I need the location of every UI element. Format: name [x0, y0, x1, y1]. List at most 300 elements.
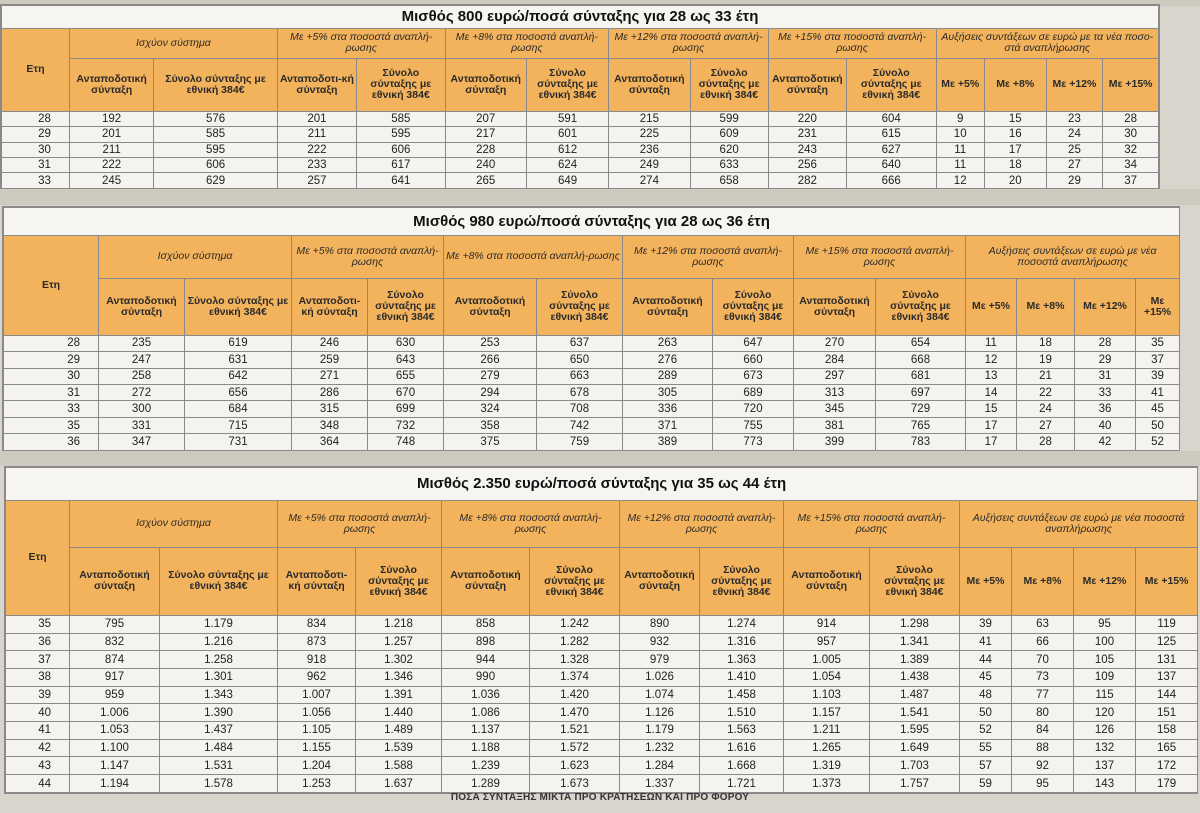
value-cell: 256: [768, 157, 846, 172]
value-cell: 1.649: [870, 739, 960, 757]
value-cell: 41: [1136, 384, 1180, 400]
value-cell: 44: [960, 651, 1012, 669]
value-cell: 131: [1136, 651, 1198, 669]
value-cell: 375: [444, 434, 537, 451]
value-cell: 1.126: [620, 704, 700, 722]
value-cell: 1.036: [442, 686, 530, 704]
table-row: [2, 173, 1159, 189]
value-cell: 795: [70, 615, 160, 633]
value-cell: 48: [960, 686, 1012, 704]
value-cell: 874: [70, 651, 160, 669]
years-cell: 31: [2, 157, 70, 172]
value-cell: 271: [292, 368, 368, 384]
value-cell: 222: [69, 157, 153, 172]
value-cell: 1.006: [70, 704, 160, 722]
value-cell: 15: [984, 111, 1046, 126]
table-row: [2, 142, 1159, 157]
value-cell: 331: [99, 417, 185, 433]
value-cell: 28: [1103, 111, 1159, 126]
value-cell: 84: [1012, 722, 1074, 740]
value-cell: 1.389: [870, 651, 960, 669]
value-cell: 1.489: [356, 722, 442, 740]
pension-table-980: [2, 206, 1180, 452]
value-cell: 642: [185, 368, 292, 384]
value-cell: 294: [444, 384, 537, 400]
value-cell: 620: [690, 142, 768, 157]
col-plus8: Με +8%: [1012, 548, 1074, 616]
value-cell: 125: [1136, 633, 1198, 651]
value-cell: 1.056: [278, 704, 356, 722]
years-cell: 40: [6, 704, 70, 722]
value-cell: 211: [69, 142, 153, 157]
value-cell: 265: [445, 173, 526, 189]
plus5-header: Με +5% στα ποσοστά αναπλή-ρωσης: [278, 500, 442, 547]
value-cell: 1.588: [356, 757, 442, 775]
value-cell: 381: [794, 417, 876, 433]
col-plus5: Με +5%: [966, 278, 1017, 335]
value-cell: 172: [1136, 757, 1198, 775]
value-cell: 126: [1074, 722, 1136, 740]
value-cell: 20: [984, 173, 1046, 189]
value-cell: 637: [537, 335, 623, 351]
plus15-header: Με +15% στα ποσοστά αναπλή-ρωσης: [784, 500, 960, 547]
table-row: [2, 157, 1159, 172]
value-cell: 1.637: [356, 775, 442, 793]
value-cell: 668: [876, 352, 966, 368]
value-cell: 1.211: [784, 722, 870, 740]
value-cell: 720: [713, 401, 794, 417]
value-cell: 1.179: [620, 722, 700, 740]
value-cell: 336: [623, 401, 713, 417]
value-cell: 215: [609, 111, 690, 126]
value-cell: 77: [1012, 686, 1074, 704]
value-cell: 253: [444, 335, 537, 351]
value-cell: 371: [623, 417, 713, 433]
years-header: Ετη: [6, 500, 70, 615]
value-cell: 650: [537, 352, 623, 368]
col-total: Σύνολο σύνταξης με εθνική 384€: [356, 548, 442, 616]
increases-header: Αυξήσεις συντάξεων σε ευρώ με τα νέα ποσο-στά αναπλήρωσης: [936, 28, 1158, 59]
value-cell: 1.007: [278, 686, 356, 704]
value-cell: 962: [278, 668, 356, 686]
table-title: Μισθός 800 ευρώ/ποσά σύνταξης για 28 ως 33 έτη: [2, 6, 1159, 29]
value-cell: 1.572: [530, 739, 620, 757]
plus12-header: Με +12% στα ποσοστά αναπλή-ρωσης: [620, 500, 784, 547]
value-cell: 276: [623, 352, 713, 368]
current-system-header: Ισχύον σύστημα: [99, 235, 292, 278]
col-plus5: Με +5%: [960, 548, 1012, 616]
value-cell: 1.289: [442, 775, 530, 793]
value-cell: 673: [713, 368, 794, 384]
value-cell: 50: [960, 704, 1012, 722]
col-contributory: Ανταποδοτική σύνταξη: [623, 278, 713, 335]
value-cell: 1.284: [620, 757, 700, 775]
value-cell: 1.363: [700, 651, 784, 669]
value-cell: 832: [70, 633, 160, 651]
value-cell: 681: [876, 368, 966, 384]
value-cell: 1.510: [700, 704, 784, 722]
value-cell: 1.440: [356, 704, 442, 722]
value-cell: 732: [368, 417, 444, 433]
value-cell: 28: [1075, 335, 1136, 351]
value-cell: 914: [784, 615, 870, 633]
value-cell: 274: [609, 173, 690, 189]
value-cell: 236: [609, 142, 690, 157]
value-cell: 207: [445, 111, 526, 126]
table-title: Μισθός 2.350 ευρώ/ποσά σύνταξης για 35 ως 44 έτη: [6, 468, 1198, 501]
value-cell: 25: [1046, 142, 1103, 157]
value-cell: 1.054: [784, 668, 870, 686]
value-cell: 1.458: [700, 686, 784, 704]
value-cell: 1.623: [530, 757, 620, 775]
value-cell: 1.204: [278, 757, 356, 775]
col-total: Σύνολο σύνταξης με εθνική 384€: [185, 278, 292, 335]
value-cell: 29: [1046, 173, 1103, 189]
value-cell: 31: [1075, 368, 1136, 384]
col-plus12: Με +12%: [1046, 59, 1103, 111]
value-cell: 50: [1136, 417, 1180, 433]
value-cell: 1.420: [530, 686, 620, 704]
value-cell: 1.487: [870, 686, 960, 704]
value-cell: 235: [99, 335, 185, 351]
value-cell: 599: [690, 111, 768, 126]
table-title: Μισθός 980 ευρώ/ποσά σύνταξης για 28 ως 36 έτη: [4, 208, 1180, 236]
value-cell: 1.390: [160, 704, 278, 722]
value-cell: 1.239: [442, 757, 530, 775]
col-contributory: Ανταποδοτική σύνταξη: [609, 59, 690, 111]
table-body: [2, 111, 1159, 188]
value-cell: 70: [1012, 651, 1074, 669]
value-cell: 1.194: [70, 775, 160, 793]
value-cell: 1.673: [530, 775, 620, 793]
value-cell: 715: [185, 417, 292, 433]
years-cell: 42: [6, 739, 70, 757]
years-cell: 36: [6, 633, 70, 651]
value-cell: 1.337: [620, 775, 700, 793]
value-cell: 29: [1075, 352, 1136, 368]
value-cell: 18: [984, 157, 1046, 172]
value-cell: 1.410: [700, 668, 784, 686]
value-cell: 1.578: [160, 775, 278, 793]
value-cell: 137: [1136, 668, 1198, 686]
value-cell: 647: [713, 335, 794, 351]
years-cell: 30: [2, 142, 70, 157]
table-row: [2, 127, 1159, 142]
table-row: [6, 668, 1198, 686]
value-cell: 16: [984, 127, 1046, 142]
value-cell: 289: [623, 368, 713, 384]
value-cell: 729: [876, 401, 966, 417]
col-total: Σύνολο σύνταξης με εθνική 384€: [537, 278, 623, 335]
value-cell: 1.026: [620, 668, 700, 686]
years-cell: 41: [6, 722, 70, 740]
col-plus15: Με +15%: [1103, 59, 1159, 111]
value-cell: 347: [99, 434, 185, 451]
value-cell: 55: [960, 739, 1012, 757]
col-plus15: Με +15%: [1136, 548, 1198, 616]
table-row: [6, 704, 1198, 722]
value-cell: 249: [609, 157, 690, 172]
col-contributory: Ανταποδοτική σύνταξη: [794, 278, 876, 335]
col-total: Σύνολο σύνταξης με εθνική 384€: [700, 548, 784, 616]
value-cell: 95: [1074, 615, 1136, 633]
value-cell: 120: [1074, 704, 1136, 722]
value-cell: 633: [690, 157, 768, 172]
value-cell: 217: [445, 127, 526, 142]
value-cell: 689: [713, 384, 794, 400]
value-cell: 609: [690, 127, 768, 142]
value-cell: 1.616: [700, 739, 784, 757]
value-cell: 1.074: [620, 686, 700, 704]
value-cell: 73: [1012, 668, 1074, 686]
table-row: [6, 686, 1198, 704]
value-cell: 132: [1074, 739, 1136, 757]
value-cell: 765: [876, 417, 966, 433]
value-cell: 1.301: [160, 668, 278, 686]
value-cell: 1.391: [356, 686, 442, 704]
value-cell: 858: [442, 615, 530, 633]
value-cell: 32: [1103, 142, 1159, 157]
value-cell: 834: [278, 615, 356, 633]
value-cell: 270: [794, 335, 876, 351]
years-cell: 37: [6, 651, 70, 669]
table-row: [6, 633, 1198, 651]
plus8-header: Με +8% στα ποσοστά αναπλή-ρωσης: [442, 500, 620, 547]
years-header: Ετη: [4, 235, 99, 335]
value-cell: 1.253: [278, 775, 356, 793]
value-cell: 1.541: [870, 704, 960, 722]
col-contributory: Ανταποδοτι-κή σύνταξη: [278, 548, 356, 616]
value-cell: 1.258: [160, 651, 278, 669]
value-cell: 1.232: [620, 739, 700, 757]
value-cell: 222: [277, 142, 356, 157]
value-cell: 601: [526, 127, 608, 142]
value-cell: 348: [292, 417, 368, 433]
value-cell: 759: [537, 434, 623, 451]
value-cell: 259: [292, 352, 368, 368]
value-cell: 708: [537, 401, 623, 417]
value-cell: 313: [794, 384, 876, 400]
value-cell: 257: [277, 173, 356, 189]
col-contributory: Ανταποδοτι-κή σύνταξη: [277, 59, 356, 111]
value-cell: 258: [99, 368, 185, 384]
value-cell: 1.373: [784, 775, 870, 793]
value-cell: 63: [1012, 615, 1074, 633]
col-plus12: Με +12%: [1075, 278, 1136, 335]
col-total: Σύνολο σύνταξης με εθνική 384€: [846, 59, 936, 111]
value-cell: 1.595: [870, 722, 960, 740]
value-cell: 624: [526, 157, 608, 172]
value-cell: 57: [960, 757, 1012, 775]
table-body: [4, 335, 1180, 450]
value-cell: 17: [966, 434, 1017, 451]
value-cell: 591: [526, 111, 608, 126]
value-cell: 604: [846, 111, 936, 126]
value-cell: 1.137: [442, 722, 530, 740]
value-cell: 165: [1136, 739, 1198, 757]
value-cell: 959: [70, 686, 160, 704]
value-cell: 1.374: [530, 668, 620, 686]
years-cell: 36: [4, 434, 99, 451]
increases-header: Αυξήσεις συντάξεων σε ευρώ με νέα ποσοστά αναπλήρωσης: [966, 235, 1180, 278]
value-cell: 39: [1136, 368, 1180, 384]
value-cell: 364: [292, 434, 368, 451]
value-cell: 658: [690, 173, 768, 189]
value-cell: 1.341: [870, 633, 960, 651]
value-cell: 890: [620, 615, 700, 633]
value-cell: 192: [69, 111, 153, 126]
value-cell: 617: [357, 157, 446, 172]
years-cell: 28: [4, 335, 99, 351]
value-cell: 12: [966, 352, 1017, 368]
value-cell: 576: [154, 111, 278, 126]
col-contributory: Ανταποδοτι-κή σύνταξη: [292, 278, 368, 335]
value-cell: 873: [278, 633, 356, 651]
value-cell: 898: [442, 633, 530, 651]
value-cell: 52: [1136, 434, 1180, 451]
value-cell: 300: [99, 401, 185, 417]
table-row: [6, 739, 1198, 757]
value-cell: 66: [1012, 633, 1074, 651]
value-cell: 39: [960, 615, 1012, 633]
value-cell: 629: [154, 173, 278, 189]
col-contributory: Ανταποδοτική σύνταξη: [442, 548, 530, 616]
table-body: [6, 615, 1198, 792]
value-cell: 1.437: [160, 722, 278, 740]
table-row: [4, 417, 1180, 433]
value-cell: 1.257: [356, 633, 442, 651]
value-cell: 243: [768, 142, 846, 157]
value-cell: 115: [1074, 686, 1136, 704]
value-cell: 14: [966, 384, 1017, 400]
value-cell: 697: [876, 384, 966, 400]
value-cell: 606: [357, 142, 446, 157]
value-cell: 585: [154, 127, 278, 142]
value-cell: 1.086: [442, 704, 530, 722]
value-cell: 151: [1136, 704, 1198, 722]
value-cell: 670: [368, 384, 444, 400]
table-row: [6, 757, 1198, 775]
table-row: [4, 384, 1180, 400]
value-cell: 1.298: [870, 615, 960, 633]
value-cell: 1.328: [530, 651, 620, 669]
table-row: [6, 651, 1198, 669]
value-cell: 663: [537, 368, 623, 384]
table-row: [4, 352, 1180, 368]
value-cell: 585: [357, 111, 446, 126]
value-cell: 144: [1136, 686, 1198, 704]
value-cell: 1.668: [700, 757, 784, 775]
value-cell: 957: [784, 633, 870, 651]
value-cell: 748: [368, 434, 444, 451]
col-total: Σύνολο σύνταξης με εθνική 384€: [154, 59, 278, 111]
col-total: Σύνολο σύνταξης με εθνική 384€: [713, 278, 794, 335]
value-cell: 11: [936, 157, 984, 172]
value-cell: 1.282: [530, 633, 620, 651]
col-total: Σύνολο σύνταξης με εθνική 384€: [526, 59, 608, 111]
value-cell: 655: [368, 368, 444, 384]
value-cell: 109: [1074, 668, 1136, 686]
value-cell: 731: [185, 434, 292, 451]
col-total: Σύνολο σύνταξης με εθνική 384€: [876, 278, 966, 335]
table-row: [6, 775, 1198, 793]
value-cell: 641: [357, 173, 446, 189]
value-cell: 1.105: [278, 722, 356, 740]
years-cell: 28: [2, 111, 70, 126]
value-cell: 245: [69, 173, 153, 189]
value-cell: 9: [936, 111, 984, 126]
value-cell: 1.157: [784, 704, 870, 722]
value-cell: 11: [966, 335, 1017, 351]
value-cell: 358: [444, 417, 537, 433]
value-cell: 45: [960, 668, 1012, 686]
value-cell: 699: [368, 401, 444, 417]
value-cell: 1.521: [530, 722, 620, 740]
value-cell: 95: [1012, 775, 1074, 793]
value-cell: 37: [1136, 352, 1180, 368]
value-cell: 220: [768, 111, 846, 126]
value-cell: 143: [1074, 775, 1136, 793]
value-cell: 979: [620, 651, 700, 669]
value-cell: 1.242: [530, 615, 620, 633]
value-cell: 282: [768, 173, 846, 189]
value-cell: 324: [444, 401, 537, 417]
value-cell: 315: [292, 401, 368, 417]
value-cell: 1.188: [442, 739, 530, 757]
value-cell: 399: [794, 434, 876, 451]
years-header: Ετη: [2, 28, 70, 111]
table-row: [4, 335, 1180, 351]
value-cell: 11: [936, 142, 984, 157]
years-cell: 29: [2, 127, 70, 142]
value-cell: 24: [1017, 401, 1075, 417]
value-cell: 201: [69, 127, 153, 142]
value-cell: 279: [444, 368, 537, 384]
increases-header: Αυξήσεις συντάξεων σε ευρώ με νέα ποσοστά αναπλήρωσης: [960, 500, 1198, 547]
value-cell: 1.484: [160, 739, 278, 757]
value-cell: 656: [185, 384, 292, 400]
years-cell: 31: [4, 384, 99, 400]
value-cell: 932: [620, 633, 700, 651]
value-cell: 630: [368, 335, 444, 351]
col-contributory: Ανταποδοτική σύνταξη: [69, 59, 153, 111]
value-cell: 684: [185, 401, 292, 417]
value-cell: 59: [960, 775, 1012, 793]
current-system-header: Ισχύον σύστημα: [70, 500, 278, 547]
value-cell: 305: [623, 384, 713, 400]
value-cell: 990: [442, 668, 530, 686]
value-cell: 17: [984, 142, 1046, 157]
value-cell: 18: [1017, 335, 1075, 351]
value-cell: 12: [936, 173, 984, 189]
value-cell: 1.053: [70, 722, 160, 740]
value-cell: 619: [185, 335, 292, 351]
plus12-header: Με +12% στα ποσοστά αναπλή-ρωσης: [623, 235, 794, 278]
value-cell: 228: [445, 142, 526, 157]
current-system-header: Ισχύον σύστημα: [69, 28, 277, 59]
col-plus12: Με +12%: [1074, 548, 1136, 616]
value-cell: 272: [99, 384, 185, 400]
plus12-header: Με +12% στα ποσοστά αναπλή-ρωσης: [609, 28, 769, 59]
value-cell: 1.343: [160, 686, 278, 704]
years-cell: 44: [6, 775, 70, 793]
value-cell: 1.005: [784, 651, 870, 669]
value-cell: 1.438: [870, 668, 960, 686]
table-row: [2, 111, 1159, 126]
value-cell: 660: [713, 352, 794, 368]
value-cell: 1.218: [356, 615, 442, 633]
plus5-header: Με +5% στα ποσοστά αναπλή-ρωσης: [292, 235, 444, 278]
